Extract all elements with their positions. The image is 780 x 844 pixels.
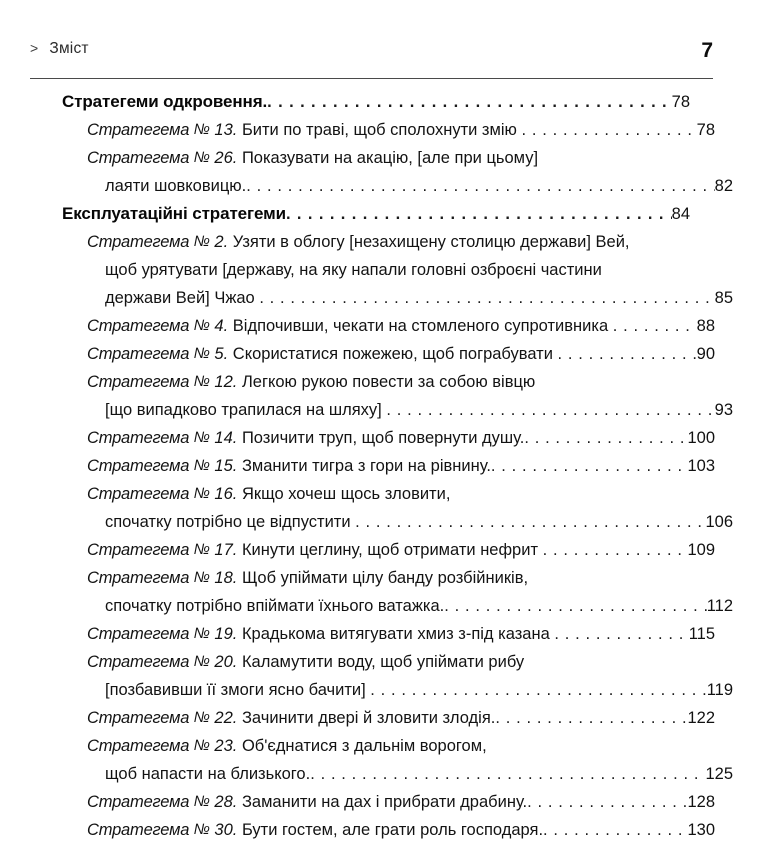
strategem-number: 5. (209, 345, 229, 363)
entry-page-number: 115 (688, 625, 715, 643)
entry-page-number: 125 (705, 765, 733, 783)
numero-sign: № (193, 625, 210, 642)
chevron-right-icon: > (30, 40, 39, 56)
entry-text: Стратегема № 30. Бути гостем, але грати роль господаря. (87, 821, 544, 839)
dot-leader (286, 200, 672, 228)
entry-text: Стратегема № 15. Зманити тигра з гори на рівнину. (87, 457, 491, 475)
entry-text: Експлуатаційні стратегеми (62, 204, 286, 223)
entry-text: Стратегема № 19. Крадькома витягувати хмиз з-під казана (87, 625, 555, 643)
strategem-number: 13. (209, 121, 238, 139)
dot-leader (495, 704, 687, 732)
numero-sign: № (193, 541, 210, 558)
dot-leader (370, 676, 706, 704)
entry-text: Стратегема № 26. Показувати на акацію, [але при цьому] (87, 149, 539, 167)
numero-sign: № (193, 653, 210, 670)
entry-text: Стратегема № 14. Позичити труп, щоб повернути душу. (87, 429, 525, 447)
toc-entry-line (87, 368, 715, 396)
toc-entry-continuation (105, 284, 733, 312)
dot-leader (524, 424, 687, 452)
entry-text: Стратегема № 18. Щоб упіймати цілу банду розбійників, (87, 569, 529, 587)
strategem-number: 15. (209, 457, 238, 475)
strategem-number: 16. (209, 485, 238, 503)
entry-text: Стратегема № 20. Каламутити воду, щоб упіймати рибу (87, 653, 525, 671)
entry-page-number: 106 (705, 513, 733, 531)
entry-text: [що випадково трапилася на шляху] (105, 401, 387, 419)
entry-page-number: 84 (671, 205, 690, 223)
toc-entry-continuation (105, 172, 733, 200)
strategem-number: 12. (209, 373, 238, 391)
dot-leader (558, 340, 697, 368)
dot-leader (386, 396, 714, 424)
numero-sign: № (193, 233, 210, 250)
entry-text: Стратегема № 17. Кинути цеглину, щоб отримати нефрит (87, 541, 543, 559)
dot-leader (259, 284, 714, 312)
page-folio: 7 (701, 39, 713, 62)
entry-page-number: 122 (687, 709, 715, 727)
toc-entry[interactable] (62, 788, 715, 816)
toc-entry-line (87, 704, 715, 732)
toc-entry[interactable] (62, 424, 715, 452)
entry-text: щоб урятувати [державу, на яку напали головні озброєні частини (105, 261, 602, 279)
toc-entry[interactable] (62, 704, 715, 732)
strategem-number: 30. (209, 821, 238, 839)
toc-section (62, 88, 733, 200)
strategem-label: Стратегема (87, 373, 194, 391)
toc-entry[interactable] (62, 452, 715, 480)
strategem-number: 22. (209, 709, 238, 727)
strategem-label: Стратегема (87, 625, 194, 643)
entry-text: спочатку потрібно це відпустити (105, 513, 356, 531)
strategem-label: Стратегема (87, 569, 194, 587)
entry-page-number: 82 (714, 177, 733, 195)
toc-entry-continuation (105, 396, 733, 424)
dot-leader (613, 312, 697, 340)
toc-entry[interactable] (62, 732, 733, 788)
strategem-label: Стратегема (87, 149, 194, 167)
entry-page-number: 109 (687, 541, 715, 559)
entry-text: Стратегема № 4. Відпочивши, чекати на стомленого супротивника (87, 317, 613, 335)
numero-sign: № (193, 821, 210, 838)
strategem-number: 19. (209, 625, 238, 643)
toc-entry[interactable] (62, 340, 715, 368)
dot-leader (491, 452, 688, 480)
dot-leader (554, 620, 688, 648)
numero-sign: № (193, 457, 210, 474)
numero-sign: № (193, 429, 210, 446)
entry-text: Стратегема № 5. Скористатися пожежею, щоб пограбувати (87, 345, 558, 363)
strategem-number: 14. (209, 429, 238, 447)
entry-page-number: 88 (696, 317, 715, 335)
numero-sign: № (193, 345, 210, 362)
toc-entry-line (87, 480, 715, 508)
toc-entry-line (87, 620, 715, 648)
numero-sign: № (193, 373, 210, 390)
toc-entry-line (87, 732, 715, 760)
numero-sign: № (193, 793, 210, 810)
strategem-number: 23. (209, 737, 238, 755)
entry-text: держави Вей] Чжао (105, 289, 260, 307)
entry-text: Стратегема № 16. Якщо хочеш щось зловити, (87, 485, 451, 503)
entry-page-number: 119 (706, 681, 733, 699)
strategem-number: 26. (209, 149, 238, 167)
toc-entry[interactable] (62, 564, 733, 620)
toc-entry-continuation (105, 508, 733, 536)
numero-sign: № (193, 709, 210, 726)
toc-entry-line (87, 144, 715, 172)
toc-entry-line (87, 452, 715, 480)
dot-leader (246, 172, 714, 200)
entry-text: Стратегема № 13. Бити по траві, щоб сполохнути змію (87, 121, 522, 139)
toc-entry[interactable] (62, 228, 733, 312)
toc-entry-line (87, 228, 715, 256)
toc-entry[interactable] (62, 368, 733, 424)
strategem-number: 18. (209, 569, 238, 587)
dot-leader (267, 88, 671, 116)
toc-entry[interactable] (62, 312, 715, 340)
strategem-number: 28. (209, 793, 238, 811)
entry-page-number: 78 (671, 93, 690, 111)
dot-leader (543, 816, 687, 844)
strategem-label: Стратегема (87, 737, 194, 755)
strategem-label: Стратегема (87, 429, 194, 447)
entry-text: Стратегеми одкровення. (62, 92, 268, 111)
strategem-label: Стратегема (87, 793, 194, 811)
entry-page-number: 130 (687, 821, 715, 839)
dot-leader (521, 116, 696, 144)
entry-page-number: 90 (696, 345, 715, 363)
dot-leader (310, 760, 705, 788)
numero-sign: № (193, 569, 210, 586)
toc-entry-line (87, 816, 715, 844)
entry-text: щоб напасти на близького. (105, 765, 311, 783)
numero-sign: № (193, 149, 210, 166)
entry-page-number: 100 (687, 429, 715, 447)
toc-entry-line (87, 116, 715, 144)
toc-entry-line (87, 312, 715, 340)
toc-entry[interactable] (62, 116, 715, 144)
entry-text: [позбавивши її змоги ясно бачити] (105, 681, 371, 699)
running-head (30, 40, 713, 79)
numero-sign: № (193, 317, 210, 334)
running-head-left (30, 40, 89, 58)
entry-text: Стратегема № 23. Об'єднатися з дальнім ворогом, (87, 737, 487, 755)
toc-entry-line (87, 424, 715, 452)
strategem-label: Стратегема (87, 345, 194, 363)
toc-entry[interactable] (62, 816, 715, 844)
toc-section (62, 200, 733, 844)
toc-entry-continuation (105, 592, 733, 620)
strategem-label: Стратегема (87, 457, 194, 475)
dot-leader (543, 536, 688, 564)
strategem-number: 4. (209, 317, 229, 335)
dot-leader (527, 788, 687, 816)
entry-text: лаяти шовковицю. (105, 177, 247, 195)
entry-page-number: 103 (687, 457, 715, 475)
strategem-label: Стратегема (87, 541, 194, 559)
entry-page-number: 85 (714, 289, 733, 307)
toc-entry-line (87, 564, 715, 592)
toc-section-heading (62, 200, 690, 228)
toc-entry[interactable] (62, 620, 715, 648)
strategem-number: 2. (209, 233, 229, 251)
entry-text: Стратегема № 12. Легкою рукою повести за собою вівцю (87, 373, 536, 391)
toc-entry-line (87, 536, 715, 564)
entry-text: Стратегема № 28. Заманити на дах і прибрати драбину. (87, 793, 528, 811)
toc-entry[interactable] (62, 536, 715, 564)
strategem-label: Стратегема (87, 485, 194, 503)
entry-page-number: 128 (687, 793, 715, 811)
toc-entry-continuation (105, 760, 733, 788)
entry-page-number: 78 (696, 121, 715, 139)
dot-leader (444, 592, 706, 620)
toc-entry[interactable] (62, 648, 733, 704)
entry-text: Стратегема № 22. Зачинити двері й зловити злодія. (87, 709, 496, 727)
numero-sign: № (193, 485, 210, 502)
entry-page-number: 112 (706, 597, 733, 615)
numero-sign: № (193, 737, 210, 754)
strategem-label: Стратегема (87, 233, 194, 251)
toc-entry-line (87, 648, 715, 676)
toc-entry-line (87, 788, 715, 816)
running-head-title: Зміст (49, 40, 89, 57)
toc-entry-line (87, 340, 715, 368)
toc-entry[interactable] (62, 480, 733, 536)
strategem-label: Стратегема (87, 821, 194, 839)
entry-text: Стратегема № 2. Узяти в облогу [незахищену столицю держави] Вей, (87, 233, 630, 251)
strategem-number: 17. (209, 541, 238, 559)
entry-text: спочатку потрібно впіймати їхнього ватажка. (105, 597, 445, 615)
strategem-label: Стратегема (87, 121, 194, 139)
strategem-label: Стратегема (87, 653, 194, 671)
toc-entry-continuation (105, 256, 733, 284)
toc-entry[interactable] (62, 144, 733, 200)
numero-sign: № (193, 121, 210, 138)
entry-page-number: 93 (714, 401, 733, 419)
toc-entry-continuation (105, 676, 733, 704)
dot-leader (355, 508, 705, 536)
strategem-label: Стратегема (87, 709, 194, 727)
strategem-number: 20. (209, 653, 238, 671)
table-of-contents (62, 88, 733, 844)
strategem-label: Стратегема (87, 317, 194, 335)
toc-section-heading (62, 88, 690, 116)
